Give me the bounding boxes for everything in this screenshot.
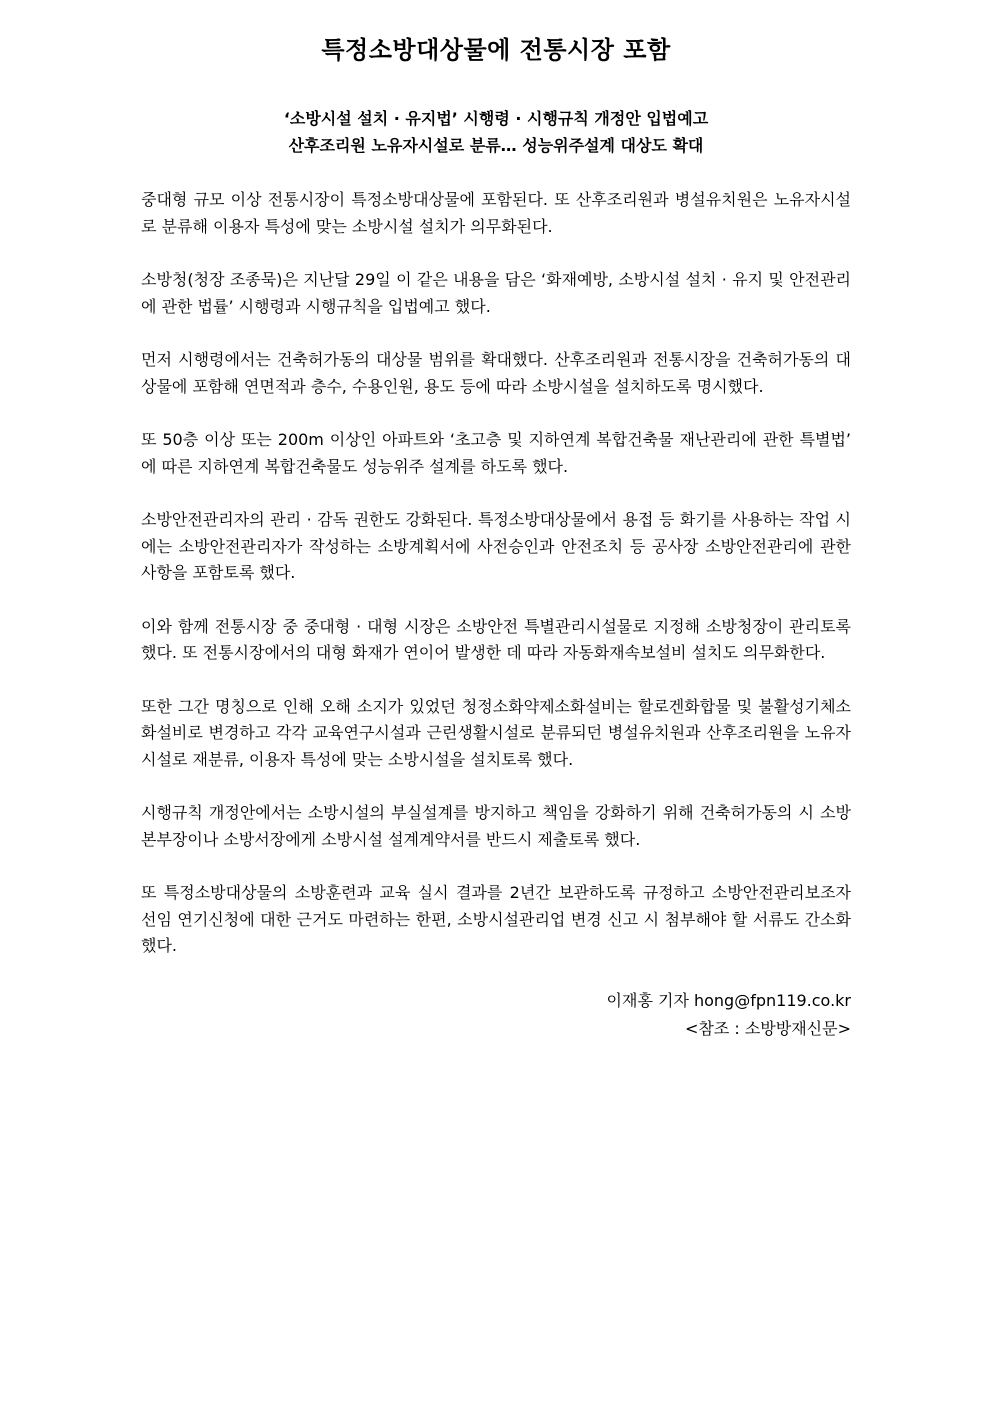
article-paragraph: 또 특정소방대상물의 소방훈련과 교육 실시 결과를 2년간 보관하도록 규정하고 소방안전관리보조자 선임 연기신청에 대한 근거도 마련하는 한편, 소방시설관리업 변경 신고 시 첨부해야 할 서류도 간소화했다. [141, 883, 851, 955]
article-byline [141, 987, 851, 1043]
article-paragraph: 중대형 규모 이상 전통시장이 특정소방대상물에 포함된다. 또 산후조리원과 병설유치원은 노유자시설로 분류해 이용자 특성에 맞는 소방시설 설치가 의무화된다. [141, 190, 851, 236]
reporter-credit: 이재홍 기자 hong@fpn119.co.kr [606, 990, 851, 1010]
article-subtitle: ‘소방시설 설치 · 유지법’ 시행령 · 시행규칙 개정안 입법예고 [283, 109, 709, 128]
article-paragraph: 소방안전관리자의 관리 · 감독 권한도 강화된다. 특정소방대상물에서 용접 등 화기를 사용하는 작업 시에는 소방안전관리자가 작성하는 소방계획서에 사전승인과 안전조치 등 공사장 소방안전관리에 관한 사항을 포함토록 했다. [141, 510, 851, 582]
article-body [141, 187, 851, 960]
article-paragraph: 먼저 시행령에서는 건축허가동의 대상물 범위를 확대했다. 산후조리원과 전통시장을 건축허가동의 대상물에 포함해 연면적과 층수, 수용인원, 용도 등에 따라 소방시설을 설치하도록 명시했다. [141, 350, 851, 396]
article-paragraph: 또한 그간 명칭으로 인해 오해 소지가 있었던 청정소화약제소화설비는 할로겐화합물 및 불활성기체소화설비로 변경하고 각각 교육연구시설과 근린생활시설로 분류되던 병설유치원과 산후조리원을 노유자시설로 재분류, 이용자 특성에 맞는 소방시설을 설치토록 했다. [141, 696, 851, 769]
article-paragraph: 시행규칙 개정안에서는 소방시설의 부실설계를 방지하고 책임을 강화하기 위해 건축허가동의 시 소방본부장이나 소방서장에게 소방시설 설계계약서를 반드시 제출토록 했다. [141, 803, 851, 849]
article-title: 특정소방대상물에 전통시장 포함 [321, 36, 671, 64]
article-subtitle: 산후조리원 노유자시설로 분류… 성능위주설계 대상도 확대 [288, 136, 704, 155]
article-paragraph: 소방청(청장 조종묵)은 지난달 29일 이 같은 내용을 담은 ‘화재예방, 소방시설 설치 · 유지 및 안전관리에 관한 법률’ 시행령과 시행규칙을 입법예고 했다. [141, 270, 851, 316]
source-credit: <참조 : 소방방재신문> [684, 1018, 851, 1038]
article-paragraph: 또 50층 이상 또는 200m 이상인 아파트와 ‘초고층 및 지하연계 복합건축물 재난관리에 관한 특별법’ 에 따른 지하연계 복합건축물도 성능위주 설계를 하도록 했다. [141, 430, 851, 476]
article-paragraph: 이와 함께 전통시장 중 중대형 · 대형 시장은 소방안전 특별관리시설물로 지정해 소방청장이 관리토록 했다. 또 전통시장에서의 대형 화재가 연이어 발생한 데 따라 자동화재속보설비 설치도 의무화한다. [141, 616, 851, 662]
article-subtitles [141, 105, 851, 159]
